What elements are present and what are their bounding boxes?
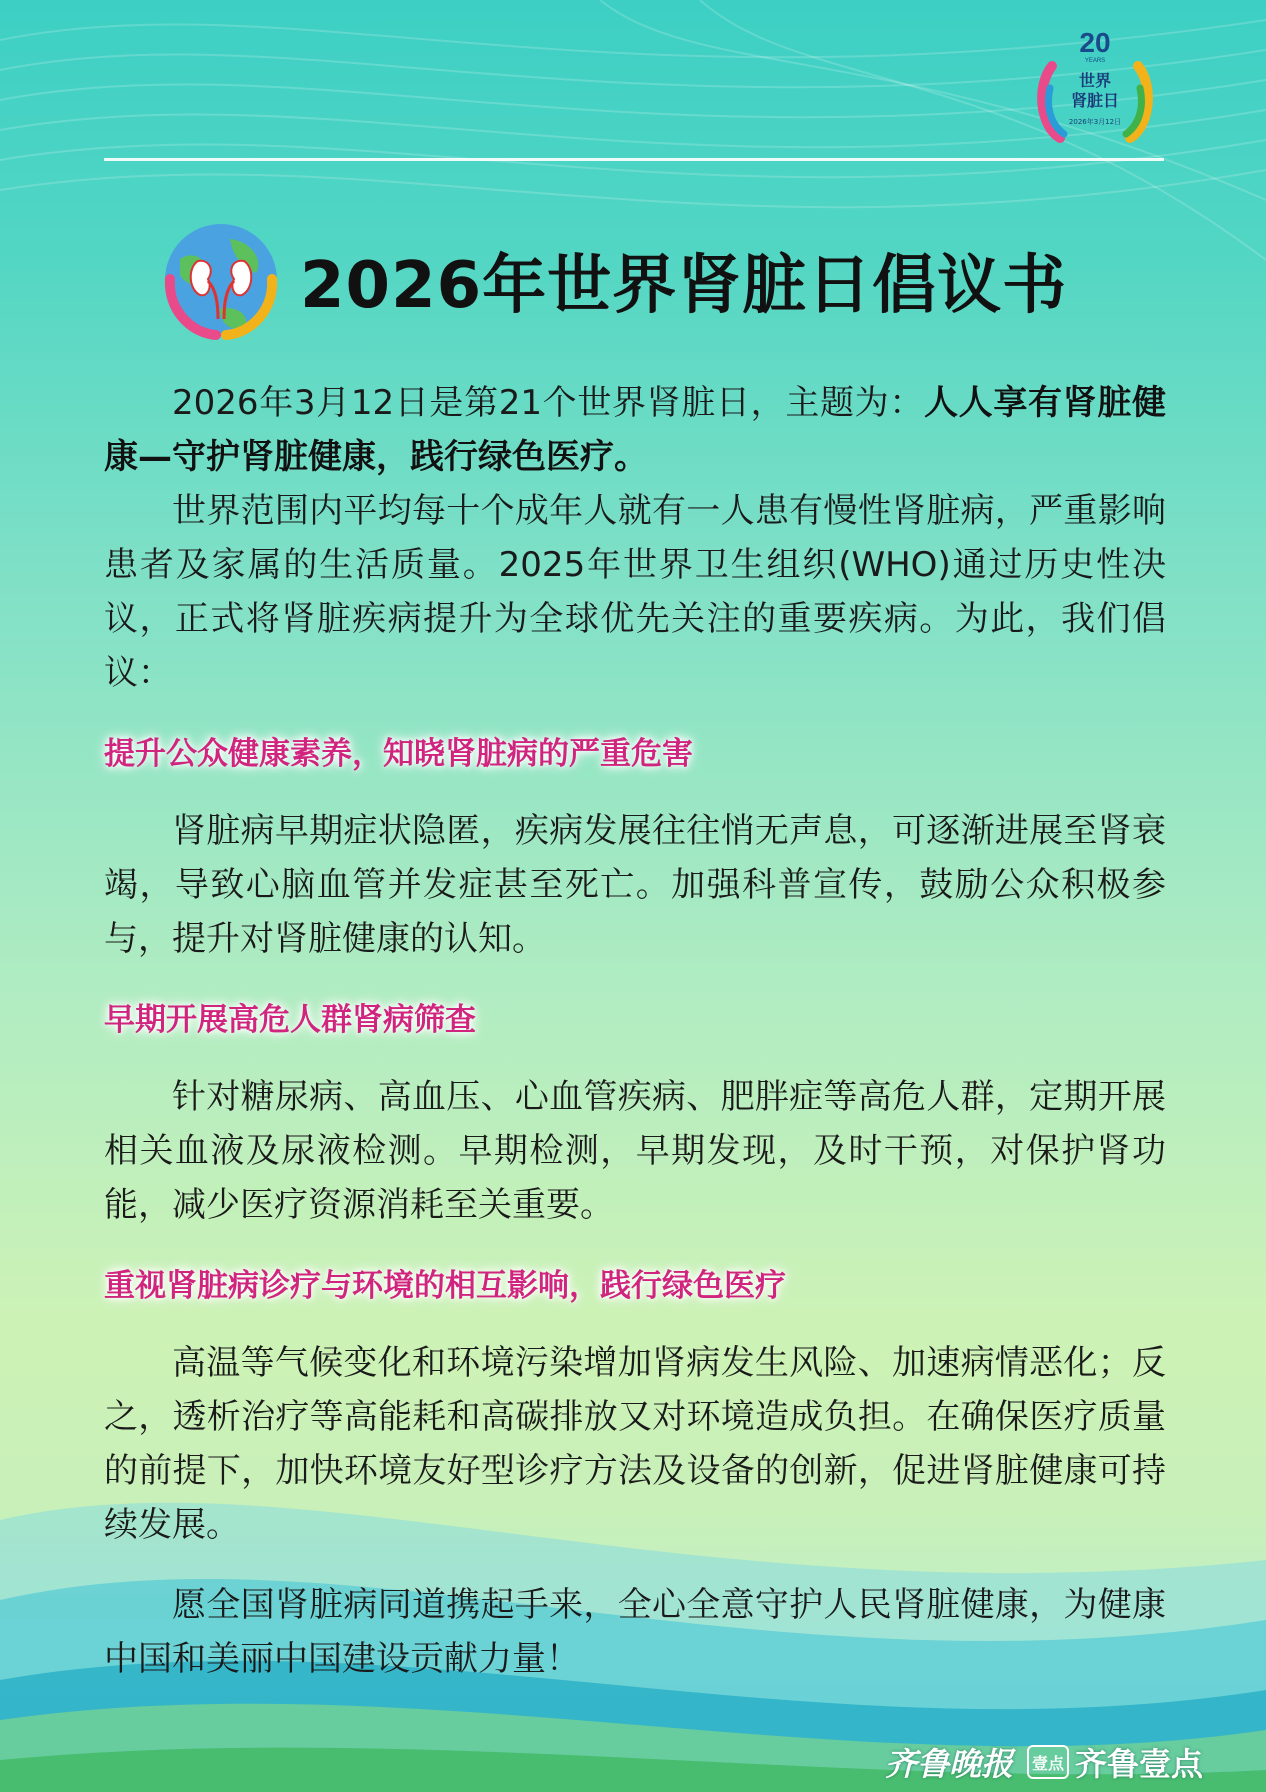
badge-line2: 肾脏日 [1070,91,1120,110]
intro-theme: 人人享有肾脏健康—守护肾脏健康，践行绿色医疗。 [104,383,1167,477]
newspaper-logo: 齐鲁晚报 [885,1745,1014,1783]
intro-paragraph-2: 世界范围内平均每十个成年人就有一人患有慢性肾脏病，严重影响患者及家属的生活质量。2025年世界卫生组织(WHO)通过历史性决议，正式将肾脏疾病提升为全球优先关注的重要疾病。为此，我们倡议： [104,491,1166,693]
closing-paragraph: 愿全国肾脏病同道携起手来，全心全意守护人民肾脏健康，为健康中国和美丽中国建设贡献力量！ [104,1585,1166,1679]
section-1-body: 肾脏病早期症状隐匿，疾病发展往往悄无声息，可逐渐进展至肾衰竭，导致心脑血管并发症甚至死亡。加强科普宣传，鼓励公众积极参与，提升对肾脏健康的认知。 [104,811,1166,959]
badge-years-caption: YEARS [1084,58,1106,64]
top-divider [104,158,1164,161]
badge-line1: 世界 [1078,71,1112,90]
footer-watermark [885,1740,1203,1784]
section-2-body: 针对糖尿病、高血压、心血管疾病、肥胖症等高危人群，定期开展相关血液及尿液检测。早期检测，早期发现，及时干预，对保护肾功能，减少医疗资源消耗至关重要。 [104,1077,1166,1225]
kidney-globe-icon [160,219,282,341]
intro-lead: 2026年3月12日是第21个世界肾脏日，主题为： [172,383,925,423]
intro-paragraph-1 [104,376,1166,484]
section-3-body: 高温等气候变化和环境污染增加肾病发生风险、加速病情恶化；反之，透析治疗等高能耗和高碳排放又对环境造成负担。在确保医疗质量的前提下，加快环境友好型诊疗方法及设备的创新，促进肾脏健康可持续发展。 [104,1343,1166,1545]
badge-years: 20 [1079,27,1111,58]
section-2-heading: 早期开展高危人群肾病筛查 [104,1002,476,1038]
app-logo-box: 壹点 [1027,1745,1069,1779]
page-title: 2026年世界肾脏日倡议书 [300,249,1068,323]
section-1-heading: 提升公众健康素养，知晓肾脏病的严重危害 [104,736,693,772]
world-kidney-day-badge [1030,26,1160,146]
app-name: 齐鲁壹点 [1075,1745,1204,1783]
document-body [104,376,1166,1686]
badge-date: 2026年3月12日 [1068,118,1122,126]
title-row [160,220,1067,340]
section-3-heading: 重视肾脏病诊疗与环境的相互影响，践行绿色医疗 [104,1268,786,1304]
